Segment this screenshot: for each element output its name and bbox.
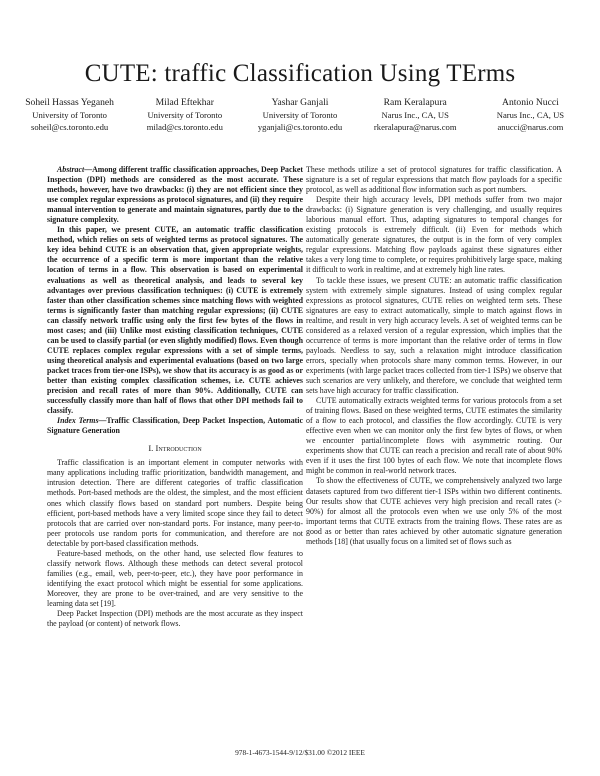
author-name: Antonio Nucci [502, 97, 559, 108]
author-name: Ram Keralapura [383, 97, 447, 108]
intro-paragraph-3: Deep Packet Inspection (DPI) methods are the most accurate as they inspect the payload (or content) of network flows. [47, 609, 303, 629]
author-name: Milad Eftekhar [155, 97, 214, 108]
author-affiliation: University of Toronto [262, 110, 338, 120]
body-paragraph-3: To tackle these issues, we present CUTE: an automatic traffic classification system with extremely simple signatures. Instead of using complex regular expressions as protocol signatures, CUTE relies on weighted term sets. These signatures are easy to extract automatically, simple to match against flows in realtime, and result in very high accuracy levels. A set of weighted terms can be considered as a relaxed version of a regular expression, which implies that the occurrence of terms is more important than the relative order of terms in flow payloads. Needless to say, such a relaxation might introduce classification errors, specially when protocols share many common terms. However, in our experiments (with large packet traces collected from tier-1 ISPs) we observe that such scenarios are very unlikely, and therefore, we conclude that weighted term sets have high accuracy for traffic classification. [306, 275, 562, 396]
paper-title: CUTE: traffic Classification Using TErms [84, 60, 516, 87]
author-email: soheil@cs.toronto.edu [31, 122, 109, 132]
section-heading-introduction: I. Introduction [148, 443, 202, 454]
body-paragraph-2: Despite their high accuracy levels, DPI methods suffer from two major drawbacks: (i) Signature generation is very challenging, and usually requires laborious manual effort. Thus, adapting signatures to temporal changes for existing protocols is extremely difficult. (ii) Even for methods which automatically generate signatures, the output is in the form of very complex regular expressions. Matching flow payloads against these signatures either takes a very long time to complete, or requires prohibitively large space, making it difficult to work in realtime, and at extremely high line rates. [306, 195, 562, 275]
author-2 [127, 96, 242, 133]
author-affiliation: Narus Inc., CA, US [381, 110, 449, 120]
intro-paragraph-1: Traffic classification is an important element in computer networks with many applications including traffic prioritization, bandwidth management, and intrusion detection. There are different categories of traffic classification methods. Port-based methods are the oldest, the simplest, and the most efficient ones which classify flows based on standard port numbers. Despite being efficient, port-based methods have a very limited scope since they fail to detect protocols that are carried over non-standard ports. For instance, many peer-to-peer protocols use random ports for communication, and therefore are not detectable by port-based classification methods. [47, 458, 303, 548]
author-1 [12, 96, 127, 133]
body-paragraph-4: CUTE automatically extracts weighted terms for various protocols from a set of training flows. Based on these weighted terms, CUTE estimates the similarity of a flow to each protocol, and classifies the flow accordingly. CUTE is very effective even when we can monitor only the first few bytes of flows, or when we encounter partial/incomplete flows with asymmetric routing. Our experiments show that CUTE can reach a precision and recall rate of about 90% even if it uses the first 100 bytes of each flow. We note that incomplete flows might be common in real-world network traces. [306, 396, 562, 476]
author-affiliation: University of Toronto [147, 110, 223, 120]
author-email: yganjali@cs.toronto.edu [257, 122, 343, 132]
body-paragraph-1: These methods utilize a set of protocol signatures for traffic classification. A signature is a set of regular expressions that match flow payloads for a specific protocol, as well as additional flow information such as port numbers. [306, 165, 562, 195]
abstract-text-1: —Among different traffic classification approaches, Deep Packet Inspection (DPI) methods are considered as the most accurate. These methods, however, have two drawbacks: (i) they are not efficient since they use complex regular expressions as protocol signatures, and (ii) they require manual intervention to generate and maintain signatures, partly due to the signature complexity. [47, 165, 303, 225]
author-5 [473, 96, 588, 133]
body-paragraph-5: To show the effectiveness of CUTE, we comprehensively analyzed two large datasets captured from two different tier-1 ISPs within two different continents. Our results show that CUTE achieves very high precision and recall rates (> 90%) for almost all the protocols even when we use only 5% of the most important terms that CUTE extracts from the training flows. These rates are as good as or better than rates achieved by other automatic signature generation methods [18] (that usually focus on a limited set of flows such as [306, 476, 562, 546]
index-terms-label: Index Terms [57, 416, 99, 426]
intro-paragraph-2: Feature-based methods, on the other hand, use selected flow features to classify network flows. Although these methods can detect several protocol families (e.g., email, web, peer-to-peer, etc.), they have poor performance in identifying the exact protocol which might be essential for some applications. Moreover, they are prone to be over-trained, and are very sensitive to the learning data set [19]. [47, 548, 303, 608]
abstract-label: Abstract [57, 165, 85, 174]
author-email: rkeralapura@narus.com [373, 122, 457, 132]
author-affiliation: Narus Inc., CA, US [496, 110, 565, 120]
author-name: Soheil Hassas Yeganeh [25, 97, 114, 108]
copyright-footer: 978-1-4673-1544-9/12/$31.00 ©2012 IEEE [235, 748, 365, 757]
abstract-paragraph-1 [47, 165, 303, 225]
left-column [47, 165, 303, 629]
abstract-paragraph-2: In this paper, we present CUTE, an automatic traffic classification method, which relies on sets of weighted terms as protocol signatures. The key idea behind CUTE is an observation that, given appropriate weights, the occurrence of a specific term is more important than the relative location of terms in a flow. This observation is based on experimental evaluations as well as theoretical analysis, and leads to several key advantages over previous classification techniques: (i) CUTE is extremely faster than other classification schemes since matching flows with weighted terms is significantly faster than matching regular expressions; (ii) CUTE can classify network traffic using only the first few bytes of the flows in most cases; and (iii) Unlike most existing classification techniques, CUTE can be used to classify partial (or even slightly modified) flows. Even though CUTE replaces complex regular expressions with a set of simple terms, using theoretical analysis and experimental evaluations (based on two large packet traces from tier-one ISPs), we show that its accuracy is as good as or better than existing complex classification schemes, i.e. CUTE achieves precision and recall rates of more than 90%. Additionally, CUTE can successfully classify more than half of flows that other DPI methods fail to classify. [47, 225, 303, 416]
author-affiliation: University of Toronto [32, 110, 107, 120]
author-email: milad@cs.toronto.edu [146, 122, 223, 132]
author-email: anucci@narus.com [497, 122, 564, 132]
author-block [12, 96, 588, 133]
index-terms [47, 416, 303, 436]
author-3 [242, 96, 357, 133]
abstract [47, 165, 303, 436]
author-4 [358, 96, 473, 133]
index-terms-text: —Traffic Classification, Deep Packet Inspection, Automatic Signature Generation [47, 416, 304, 436]
right-column [306, 165, 562, 547]
author-name: Yashar Ganjali [271, 97, 329, 108]
